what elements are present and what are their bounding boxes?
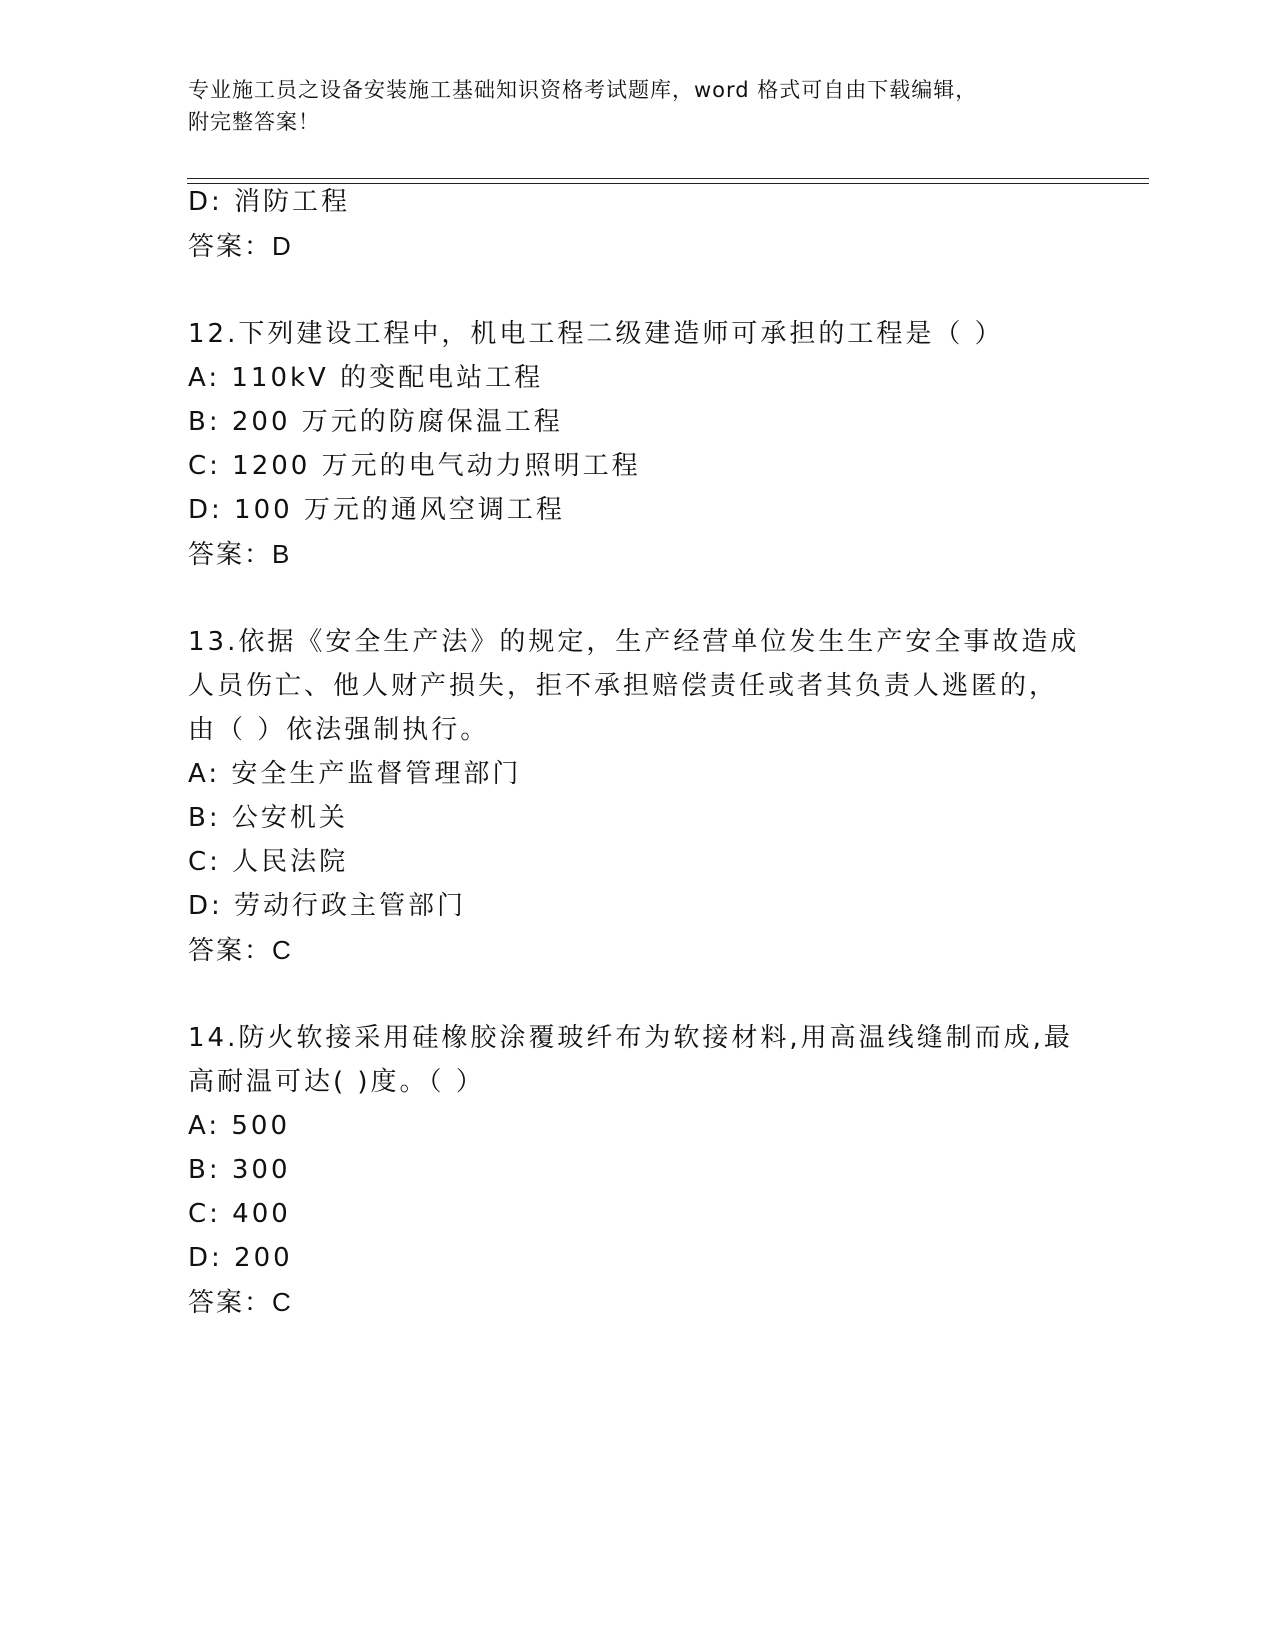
q12-answer: [188, 538, 291, 571]
prev-answer: [188, 230, 293, 263]
q14-option-c: C: 400: [188, 1199, 291, 1229]
q13-option-d: D: 劳动行政主管部门: [188, 891, 467, 921]
q14-option-b: B: 300: [188, 1155, 291, 1185]
q13-option-a: A: 安全生产监督管理部门: [188, 759, 522, 789]
q12-option-a: A: 110kV 的变配电站工程: [188, 363, 544, 393]
q14-stem-line2: 高耐温可达( )度。（ ）: [188, 1067, 485, 1097]
answer-value: C: [272, 935, 293, 965]
q13-stem-line1: 13.依据《安全生产法》的规定，生产经营单位发生生产安全事故造成: [188, 627, 1080, 657]
q13-stem-line3: 由（ ）依法强制执行。: [188, 715, 490, 745]
answer-label: 答案：: [188, 936, 273, 966]
prev-option-d: D: 消防工程: [188, 187, 351, 217]
q12-option-b: B: 200 万元的防腐保温工程: [188, 407, 563, 437]
answer-label: 答案：: [188, 232, 273, 262]
q12-option-d: D: 100 万元的通风空调工程: [188, 495, 565, 525]
q13-stem-line2: 人员伤亡、他人财产损失，拒不承担赔偿责任或者其负责人逃匿的，: [188, 671, 1059, 701]
q13-answer: [188, 934, 293, 967]
q13-option-b: B: 公安机关: [188, 803, 348, 833]
q14-option-a: A: 500: [188, 1111, 290, 1141]
answer-value: D: [272, 231, 293, 261]
answer-value: B: [272, 539, 292, 569]
q14-option-d: D: 200: [188, 1243, 293, 1273]
q12-stem: 12.下列建设工程中，机电工程二级建造师可承担的工程是（ ）: [188, 319, 1004, 349]
answer-value: C: [272, 1287, 293, 1317]
answer-label: 答案：: [188, 540, 273, 570]
answer-label: 答案：: [188, 1288, 273, 1318]
q14-answer: [188, 1286, 293, 1319]
q12-option-c: C: 1200 万元的电气动力照明工程: [188, 451, 641, 481]
header-divider: [187, 178, 1149, 184]
q13-option-c: C: 人民法院: [188, 847, 349, 877]
header-title-line2: 附完整答案！: [188, 110, 320, 134]
q14-stem-line1: 14.防火软接采用硅橡胶涂覆玻纤布为软接材料,用高温线缝制而成,最: [188, 1023, 1073, 1053]
document-header: [188, 74, 1068, 138]
header-title-line1: 专业施工员之设备安装施工基础知识资格考试题库，word 格式可自由下载编辑，: [188, 78, 978, 102]
